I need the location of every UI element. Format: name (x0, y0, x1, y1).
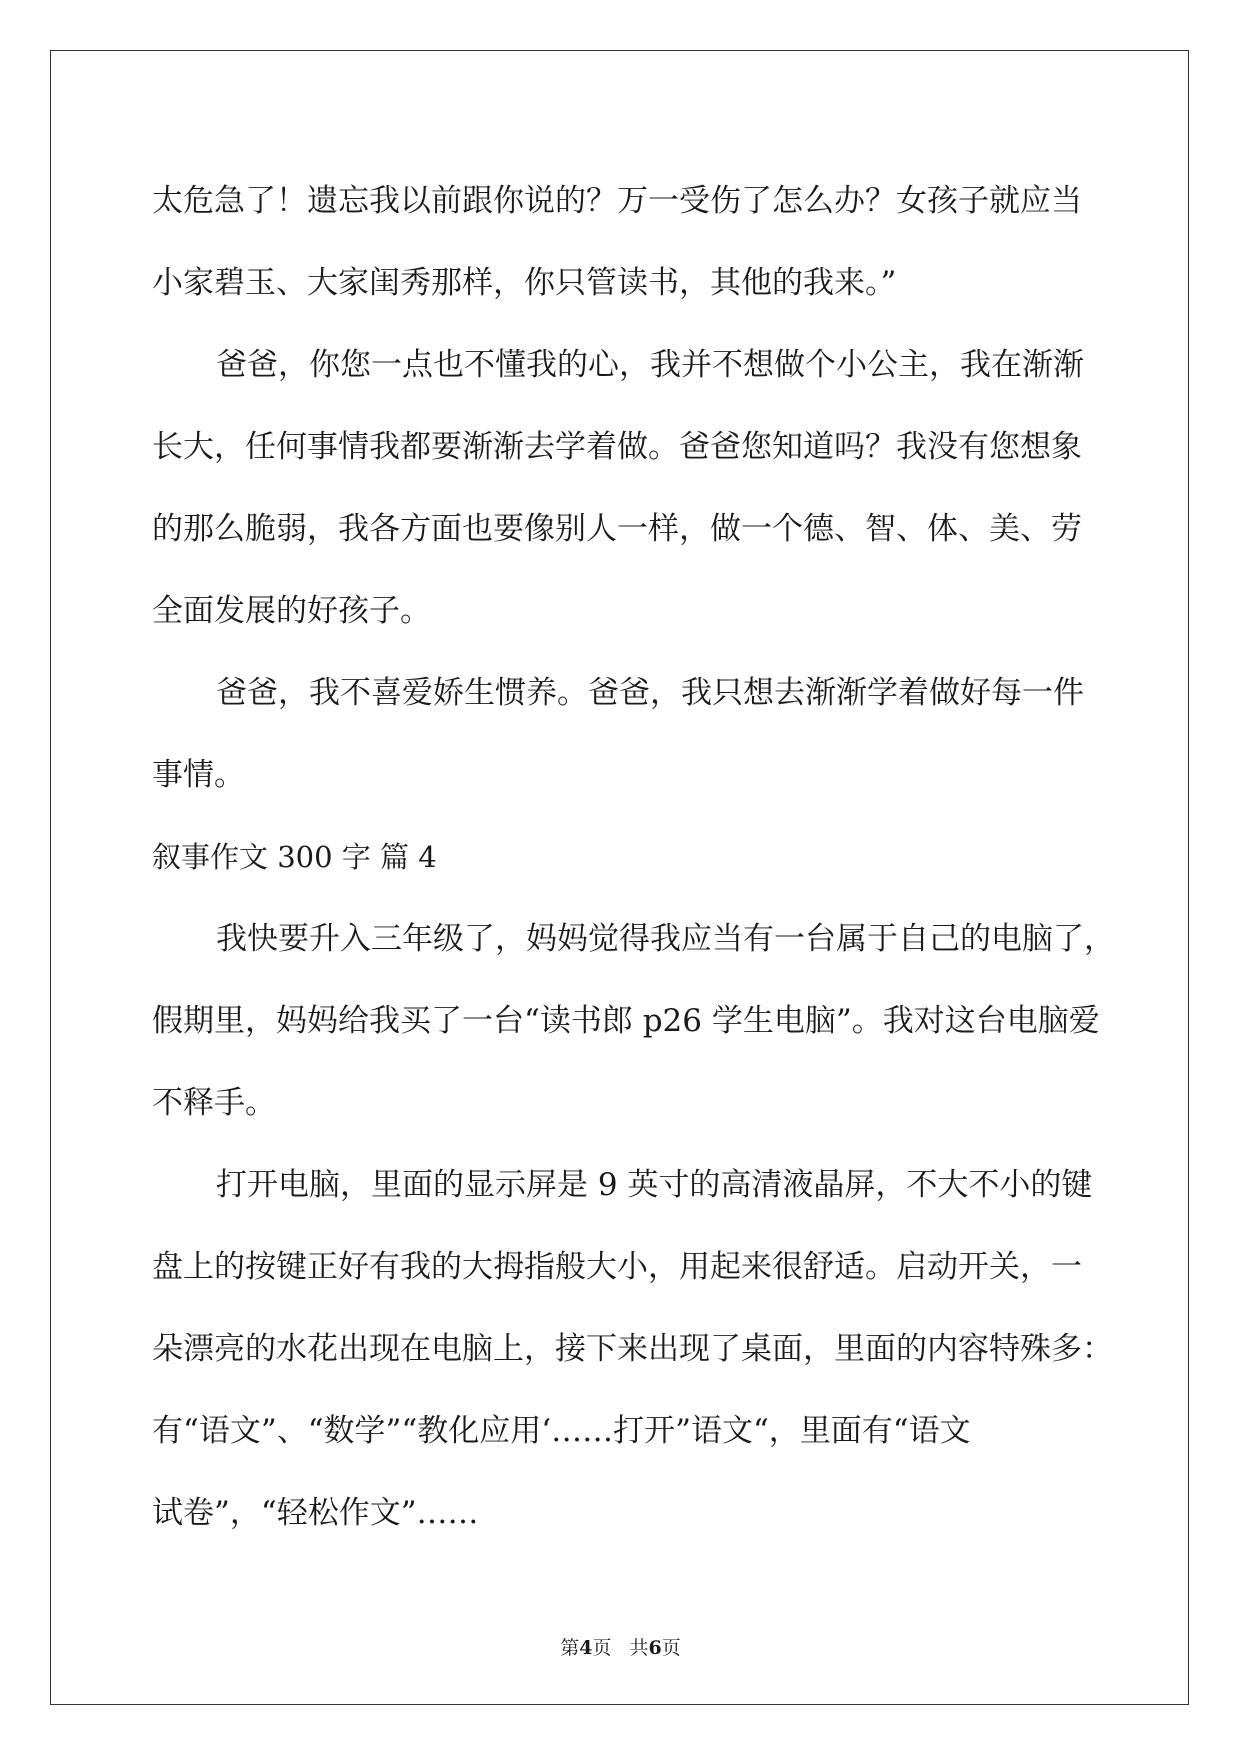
text-line: 的那么脆弱，我各方面也要像别人一样，做一个德、智、体、美、劳 (152, 511, 1082, 547)
paragraph-start: 爸爸，你您一点也不懂我的心，我并不想做个小公主，我在渐渐 (216, 347, 1084, 383)
text-line: 不释手。 (152, 1085, 276, 1121)
paragraph-start: 我快要升入三年级了，妈妈觉得我应当有一台属于自己的电脑了， (216, 921, 1115, 957)
section-heading: 叙事作文 300 字 篇 4 (152, 840, 437, 874)
text-line: 假期里，妈妈给我买了一台“读书郎 p26 学生电脑”。我对这台电脑爱 (152, 1003, 1100, 1039)
text-line: 事情。 (152, 757, 245, 793)
page-suffix: 页 (592, 1637, 612, 1659)
text-line: 盘上的按键正好有我的大拇指般大小，用起来很舒适。启动开关，一 (152, 1249, 1082, 1285)
text-line: 朵漂亮的水花出现在电脑上，接下来出现了桌面，里面的内容特殊多： (152, 1331, 1113, 1367)
total-page-count: 6 (648, 1637, 662, 1659)
current-page-number: 4 (579, 1637, 593, 1659)
text-line: 全面发展的好孩子。 (152, 593, 431, 629)
total-prefix: 共 (629, 1637, 649, 1659)
text-line: 长大，任何事情我都要渐渐去学着做。爸爸您知道吗？我没有您想象 (152, 429, 1082, 465)
page-footer (0, 1633, 1241, 1660)
text-line: 有“语文”、“数学”“教化应用‘……打开”语文“，里面有“语文 (152, 1413, 971, 1449)
text-line: 太危急了！遗忘我以前跟你说的？万一受伤了怎么办？女孩子就应当 (152, 183, 1082, 219)
text-line: 试卷”，“轻松作文”…… (152, 1495, 479, 1531)
paragraph-start: 打开电脑，里面的显示屏是 9 英寸的高清液晶屏，不大不小的键 (216, 1167, 1093, 1203)
page-prefix: 第 (560, 1637, 580, 1659)
paragraph-start: 爸爸，我不喜爱娇生惯养。爸爸，我只想去渐渐学着做好每一件 (216, 675, 1084, 711)
text-line: 小家碧玉、大家闺秀那样，你只管读书，其他的我来。” (152, 265, 897, 301)
total-suffix: 页 (661, 1637, 681, 1659)
document-body (152, 160, 1115, 1554)
